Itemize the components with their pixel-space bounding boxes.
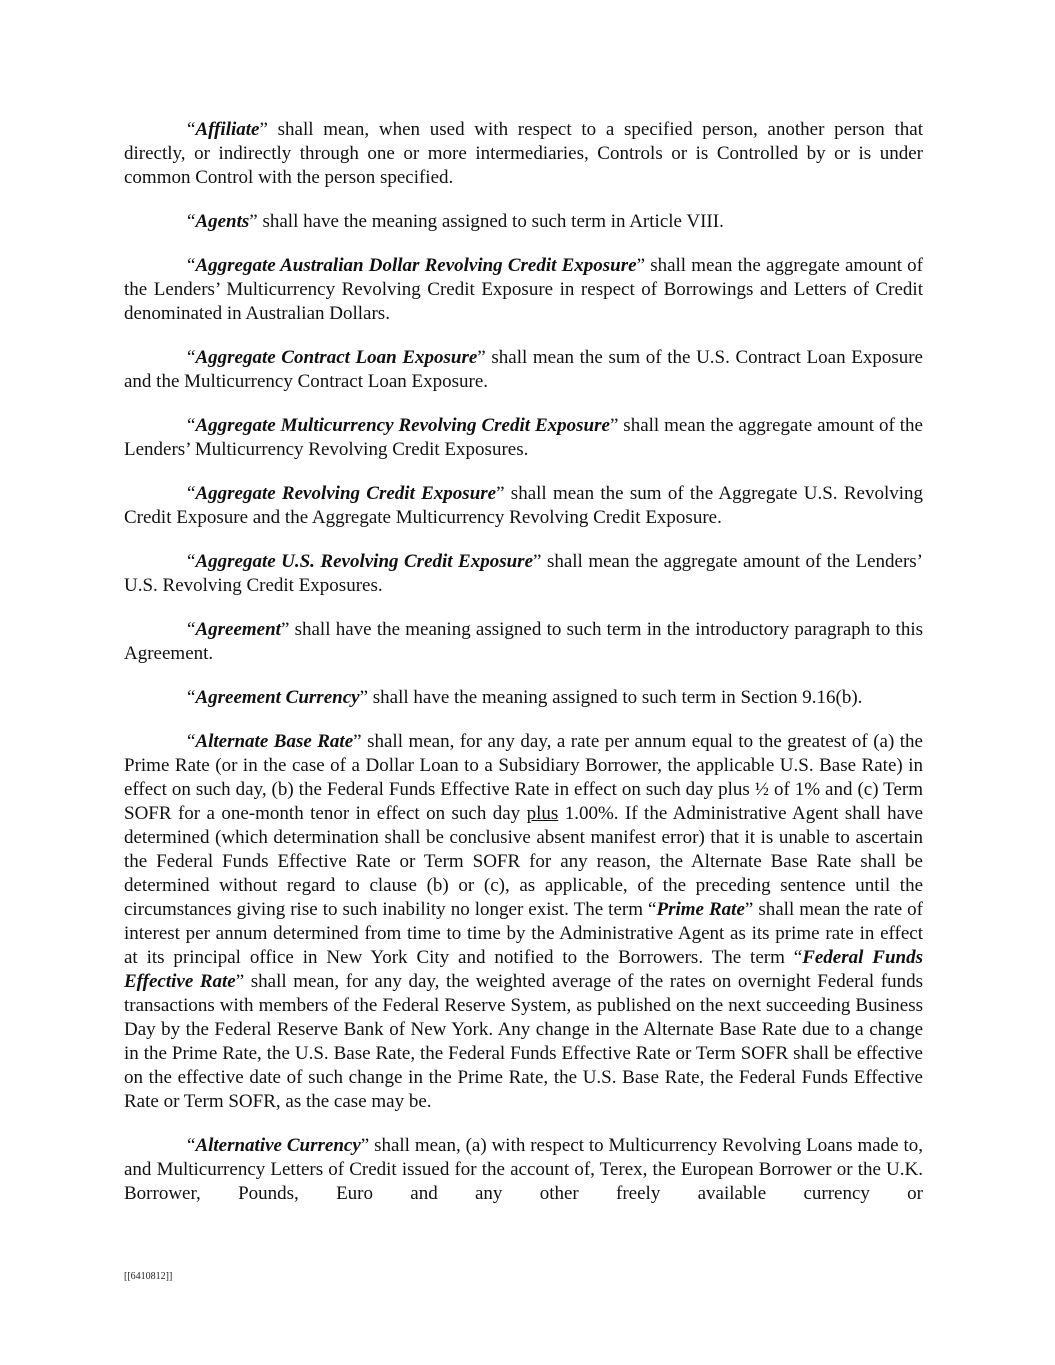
definition-body-part-3: shall mean the rate of interest per annum determined from time to time by the Administrative Agent as its prime rate in effect at its principal office in New York City and notified to the Borrowers. The term bbox=[124, 899, 923, 968]
underlined-plus: plus bbox=[526, 803, 559, 824]
definition-body: shall mean, when used with respect to a specified person, another person that directly, or indirectly through one or more intermediaries, Controls or is Controlled by or is under common Control with the person specified. bbox=[124, 119, 923, 188]
definition-agents: “Agents” shall have the meaning assigned to such term in Article VIII. bbox=[187, 211, 724, 232]
definition-aggregate-multicurrency-revolving-credit-exposure: “Aggregate Multicurrency Revolving Credit Exposure” shall mean the aggregate amount of the Lenders’ Multicurrency Revolving Credit Exposures. bbox=[124, 415, 923, 460]
defined-term: Alternate Base Rate bbox=[195, 731, 354, 752]
defined-term: Aggregate Revolving Credit Exposure bbox=[195, 483, 497, 504]
definition-aggregate-revolving-credit-exposure: “Aggregate Revolving Credit Exposure” shall mean the sum of the Aggregate U.S. Revolving Credit Exposure and the Aggregate Multicurrency Revolving Credit Exposure. bbox=[124, 483, 923, 528]
defined-term-prime-rate: Prime Rate bbox=[656, 899, 745, 920]
definition-body: shall mean the sum of the U.S. Contract Loan Exposure and the Multicurrency Contract Loan Exposure. bbox=[124, 347, 923, 392]
document-id-stamp: [[6410812]] bbox=[124, 1271, 173, 1282]
definition-body: shall have the meaning assigned to such term in Article VIII. bbox=[257, 211, 724, 232]
defined-term: Agents bbox=[195, 211, 250, 232]
definition-body: shall have the meaning assigned to such term in the introductory paragraph to this Agreement. bbox=[124, 619, 923, 664]
defined-term: Aggregate Australian Dollar Revolving Credit Exposure bbox=[195, 255, 637, 276]
definition-alternate-base-rate: “Alternate Base Rate” shall mean, for any day, a rate per annum equal to the greatest of (a) the Prime Rate (or in the case of a Dollar Loan to a Subsidiary Borrower, the applicable U.S. Base Rate) in effect on such day, (b) the Federal Funds Effective Rate in effect on such day plus ½ of 1% and (c) Term SOFR for a one-month tenor in effect on such day plus 1.00%. If the Administrative Agent shall have determined (which determination shall be conclusive absent manifest error) that it is unable to ascertain the Federal Funds Effective Rate or Term SOFR for any reason, the Alternate Base Rate shall be determined without regard to clause (b) or (c), as applicable, of the preceding sentence until the circumstances giving rise to such inability no longer exist. The term “Prime Rate” shall mean the rate of interest per annum determined from time to time by the Administrative Agent as its prime rate in effect at its principal office in New York City and notified to the Borrowers. The term “Federal Funds Effective Rate” shall mean, for any day, the weighted average of the rates on overnight Federal funds transactions with members of the Federal Reserve System, as published on the next succeeding Business Day by the Federal Reserve Bank of New York. Any change in the Alternate Base Rate due to a change in the Prime Rate, the U.S. Base Rate, the Federal Funds Effective Rate or Term SOFR shall be effective on the effective date of such change in the Prime Rate, the U.S. Base Rate, the Federal Funds Effective Rate or Term SOFR, as the case may be. bbox=[124, 731, 923, 1112]
definition-body: shall mean the aggregate amount of the Lenders’ U.S. Revolving Credit Exposures. bbox=[124, 551, 923, 596]
defined-term: Aggregate Contract Loan Exposure bbox=[195, 347, 478, 368]
defined-term: Aggregate Multicurrency Revolving Credit Exposure bbox=[195, 415, 610, 436]
definition-body: shall mean the sum of the Aggregate U.S. Revolving Credit Exposure and the Aggregate Multicurrency Revolving Credit Exposure. bbox=[124, 483, 923, 528]
definition-agreement: “Agreement” shall have the meaning assigned to such term in the introductory paragraph to this Agreement. bbox=[124, 619, 923, 664]
defined-term: Agreement bbox=[195, 619, 281, 640]
definition-alternative-currency: “Alternative Currency” shall mean, (a) with respect to Multicurrency Revolving Loans made to, and Multicurrency Letters of Credit issued for the account of, Terex, the European Borrower or the U.K. Borrower, Pounds, Euro and any other freely available currency or bbox=[124, 1135, 923, 1204]
definition-body: shall have the meaning assigned to such term in Section 9.16(b). bbox=[368, 687, 863, 708]
definition-body-part-2: 1.00%. If the Administrative Agent shall have determined (which determination shall be conclusive absent manifest error) that it is unable to ascertain the Federal Funds Effective Rate or Term SOFR for any reason, the Alternate Base Rate shall be determined without regard to clause (b) or (c), as applicable, of the preceding sentence until the circumstances giving rise to such inability no longer exist. The term bbox=[124, 803, 923, 920]
defined-term-federal-funds-effective-rate: Federal Funds Effective Rate bbox=[124, 947, 923, 992]
definition-body-part-1: shall mean, for any day, a rate per annum equal to the greatest of (a) the Prime Rate (or in the case of a Dollar Loan to a Subsidiary Borrower, the applicable U.S. Base Rate) in effect on such day, (b) the Federal Funds Effective Rate in effect on such day plus ½ of 1% and (c) Term SOFR for a one-month tenor in effect on such day bbox=[124, 731, 923, 824]
defined-term: Alternative Currency bbox=[195, 1135, 361, 1156]
definition-aggregate-us-revolving-credit-exposure: “Aggregate U.S. Revolving Credit Exposure” shall mean the aggregate amount of the Lenders’ U.S. Revolving Credit Exposures. bbox=[124, 551, 923, 596]
definition-body: shall mean the aggregate amount of the Lenders’ Multicurrency Revolving Credit Exposures. bbox=[124, 415, 923, 460]
defined-term: Affiliate bbox=[195, 119, 260, 140]
definition-body: shall mean, (a) with respect to Multicurrency Revolving Loans made to, and Multicurrency Letters of Credit issued for the account of, Terex, the European Borrower or the U.K. Borrower, Pounds, Euro and any other freely available currency or bbox=[124, 1135, 923, 1204]
defined-term: Aggregate U.S. Revolving Credit Exposure bbox=[195, 551, 534, 572]
definition-body: shall mean the aggregate amount of the Lenders’ Multicurrency Revolving Credit Exposure in respect of Borrowings and Letters of Credit denominated in Australian Dollars. bbox=[124, 255, 923, 324]
definition-agreement-currency: “Agreement Currency” shall have the meaning assigned to such term in Section 9.16(b). bbox=[187, 687, 863, 708]
definition-affiliate: “Affiliate” shall mean, when used with respect to a specified person, another person that directly, or indirectly through one or more intermediaries, Controls or is Controlled by or is under common Control with the person specified. bbox=[124, 119, 923, 188]
definition-body-part-4: shall mean, for any day, the weighted average of the rates on overnight Federal funds transactions with members of the Federal Reserve System, as published on the next succeeding Business Day by the Federal Reserve Bank of New York. Any change in the Alternate Base Rate due to a change in the Prime Rate, the U.S. Base Rate, the Federal Funds Effective Rate or Term SOFR shall be effective on the effective date of such change in the Prime Rate, the U.S. Base Rate, the Federal Funds Effective Rate or Term SOFR, as the case may be. bbox=[124, 971, 923, 1112]
defined-term: Agreement Currency bbox=[195, 687, 360, 708]
definition-aggregate-australian-dollar-revolving-credit-exposure: “Aggregate Australian Dollar Revolving Credit Exposure” shall mean the aggregate amount of the Lenders’ Multicurrency Revolving Credit Exposure in respect of Borrowings and Letters of Credit denominated in Australian Dollars. bbox=[124, 255, 923, 324]
definition-aggregate-contract-loan-exposure: “Aggregate Contract Loan Exposure” shall mean the sum of the U.S. Contract Loan Exposure and the Multicurrency Contract Loan Exposure. bbox=[124, 347, 923, 392]
